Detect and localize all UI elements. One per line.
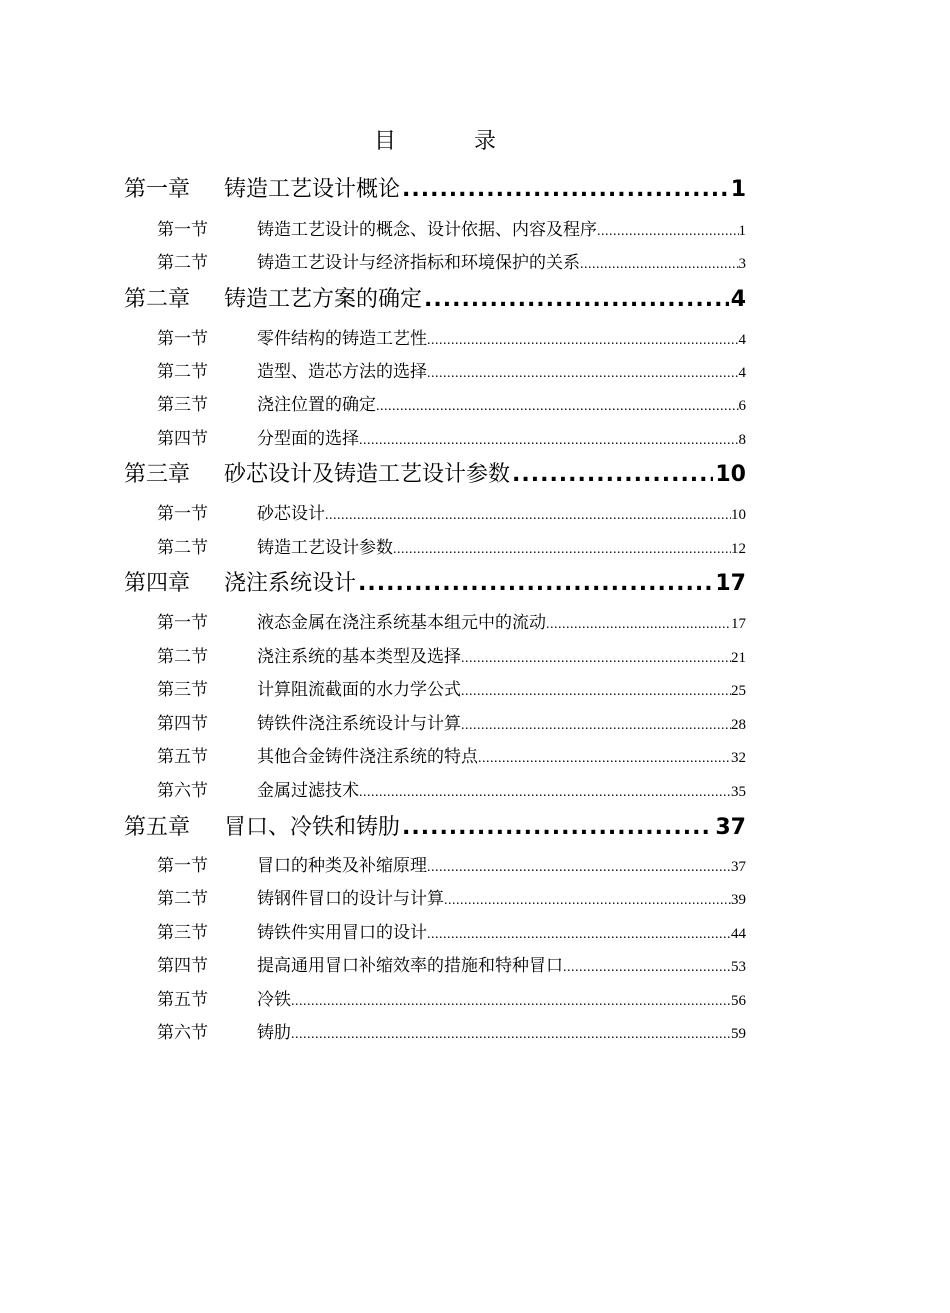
section-page: 28	[731, 717, 746, 733]
leader-dots	[461, 651, 731, 667]
section-number: 第二节	[157, 362, 208, 382]
toc-section-2-3[interactable]	[124, 390, 746, 414]
section-number: 第四节	[157, 429, 208, 449]
section-title: 砂芯设计	[257, 504, 325, 524]
section-page: 1	[738, 223, 746, 239]
toc-section-4-2[interactable]	[124, 642, 746, 666]
section-page: 21	[731, 650, 746, 666]
section-page: 8	[738, 432, 746, 448]
leader-dots	[359, 433, 739, 449]
section-number: 第二节	[157, 647, 208, 667]
chapter-title: 铸造工艺方案的确定	[224, 287, 423, 312]
section-page: 32	[731, 750, 746, 766]
toc-title	[0, 124, 870, 155]
toc-section-4-6[interactable]	[124, 776, 746, 800]
leader-dots	[597, 224, 739, 240]
toc-title-char-1: 目	[373, 129, 396, 154]
section-number: 第一节	[157, 504, 208, 524]
leader-dots	[325, 508, 731, 524]
toc-section-4-3[interactable]	[124, 675, 746, 699]
toc-section-5-5[interactable]	[124, 985, 746, 1009]
leader-dots	[427, 333, 739, 349]
leader-dots	[359, 785, 731, 801]
section-number: 第四节	[157, 714, 208, 734]
toc-section-5-1[interactable]	[124, 851, 746, 875]
chapter-number: 第五章	[124, 815, 191, 840]
leader-dots	[580, 257, 739, 273]
section-title: 铸铁件实用冒口的设计	[257, 923, 427, 943]
section-page: 6	[738, 398, 746, 414]
chapter-number: 第四章	[124, 571, 191, 596]
leader-dots	[444, 893, 731, 909]
section-page: 4	[738, 365, 746, 381]
toc-section-4-4[interactable]	[124, 709, 746, 733]
toc-title-char-2: 录	[474, 129, 497, 154]
section-number: 第一节	[157, 613, 208, 633]
leader-dots	[424, 287, 729, 312]
section-page: 10	[731, 507, 746, 523]
leader-dots	[402, 177, 729, 202]
leader-dots	[461, 684, 731, 700]
toc-chapter-2[interactable]	[124, 282, 746, 312]
section-title: 浇注位置的确定	[257, 395, 376, 415]
section-number: 第一节	[157, 329, 208, 349]
leader-dots	[291, 994, 731, 1010]
section-title: 浇注系统的基本类型及选择	[257, 647, 461, 667]
section-title: 其他合金铸件浇注系统的特点	[257, 747, 478, 767]
section-page: 3	[738, 256, 746, 272]
section-number: 第一节	[157, 220, 208, 240]
section-title: 冷铁	[257, 990, 291, 1010]
leader-dots	[427, 860, 731, 876]
section-page: 44	[731, 926, 746, 942]
toc-section-2-2[interactable]	[124, 357, 746, 381]
chapter-title: 砂芯设计及铸造工艺设计参数	[224, 462, 511, 487]
leader-dots	[291, 1027, 731, 1043]
section-title: 零件结构的铸造工艺性	[257, 329, 427, 349]
section-number: 第三节	[157, 923, 208, 943]
section-title: 铸铁件浇注系统设计与计算	[257, 714, 461, 734]
leader-dots	[427, 927, 731, 943]
leader-dots	[512, 462, 713, 487]
section-number: 第三节	[157, 680, 208, 700]
leader-dots	[563, 960, 731, 976]
toc-section-2-4[interactable]	[124, 424, 746, 448]
section-number: 第五节	[157, 990, 208, 1010]
section-number: 第六节	[157, 781, 208, 801]
section-title: 冒口的种类及补缩原理	[257, 856, 427, 876]
section-title: 铸造工艺设计参数	[257, 538, 393, 558]
leader-dots	[427, 366, 739, 382]
toc-section-1-2[interactable]	[124, 248, 746, 272]
section-page: 25	[731, 683, 746, 699]
section-number: 第二节	[157, 538, 208, 558]
section-page: 35	[731, 784, 746, 800]
toc-section-1-1[interactable]	[124, 215, 746, 239]
toc-section-3-1[interactable]	[124, 499, 746, 523]
section-title: 铸钢件冒口的设计与计算	[257, 889, 444, 909]
section-number: 第六节	[157, 1023, 208, 1043]
section-page: 39	[731, 892, 746, 908]
chapter-number: 第三章	[124, 462, 191, 487]
toc-section-2-1[interactable]	[124, 324, 746, 348]
leader-dots	[461, 718, 731, 734]
section-title: 液态金属在浇注系统基本组元中的流动	[257, 613, 546, 633]
leader-dots	[358, 571, 713, 596]
section-page: 17	[731, 616, 746, 632]
toc-chapter-4[interactable]	[124, 566, 746, 596]
section-page: 37	[731, 859, 746, 875]
toc-section-5-6[interactable]	[124, 1018, 746, 1042]
leader-dots	[393, 542, 731, 558]
toc-section-5-2[interactable]	[124, 884, 746, 908]
toc-chapter-1[interactable]	[124, 172, 746, 202]
section-number: 第一节	[157, 856, 208, 876]
leader-dots	[478, 751, 731, 767]
section-number: 第二节	[157, 253, 208, 273]
toc-section-5-4[interactable]	[124, 951, 746, 975]
section-title: 铸肋	[257, 1023, 291, 1043]
section-title: 造型、造芯方法的选择	[257, 362, 427, 382]
toc-section-4-5[interactable]	[124, 742, 746, 766]
leader-dots	[402, 815, 713, 840]
section-number: 第五节	[157, 747, 208, 767]
section-title: 铸造工艺设计的概念、设计依据、内容及程序	[257, 220, 597, 240]
chapter-number: 第一章	[124, 177, 191, 202]
chapter-title: 冒口、冷铁和铸肋	[224, 815, 401, 840]
chapter-number: 第二章	[124, 287, 191, 312]
section-page: 56	[731, 993, 746, 1009]
chapter-page: 4	[730, 287, 746, 312]
toc-section-3-2[interactable]	[124, 533, 746, 557]
chapter-title: 铸造工艺设计概论	[224, 177, 401, 202]
section-page: 53	[731, 959, 746, 975]
section-page: 59	[731, 1026, 746, 1042]
toc-section-5-3[interactable]	[124, 918, 746, 942]
section-title: 提高通用冒口补缩效率的措施和特种冒口	[257, 956, 563, 976]
section-title: 金属过滤技术	[257, 781, 359, 801]
section-title: 铸造工艺设计与经济指标和环境保护的关系	[257, 253, 580, 273]
section-page: 12	[731, 541, 746, 557]
chapter-title: 浇注系统设计	[224, 571, 357, 596]
leader-dots	[546, 617, 731, 633]
toc-chapter-3[interactable]	[124, 457, 746, 487]
section-number: 第二节	[157, 889, 208, 909]
chapter-page: 1	[730, 177, 746, 202]
toc-section-4-1[interactable]	[124, 608, 746, 632]
section-page: 4	[738, 332, 746, 348]
section-title: 分型面的选择	[257, 429, 359, 449]
leader-dots	[376, 399, 739, 415]
chapter-page: 37	[715, 815, 746, 840]
section-number: 第四节	[157, 956, 208, 976]
chapter-page: 10	[715, 462, 746, 487]
toc-chapter-5[interactable]	[124, 810, 746, 840]
section-title: 计算阻流截面的水力学公式	[257, 680, 461, 700]
section-number: 第三节	[157, 395, 208, 415]
chapter-page: 17	[715, 571, 746, 596]
